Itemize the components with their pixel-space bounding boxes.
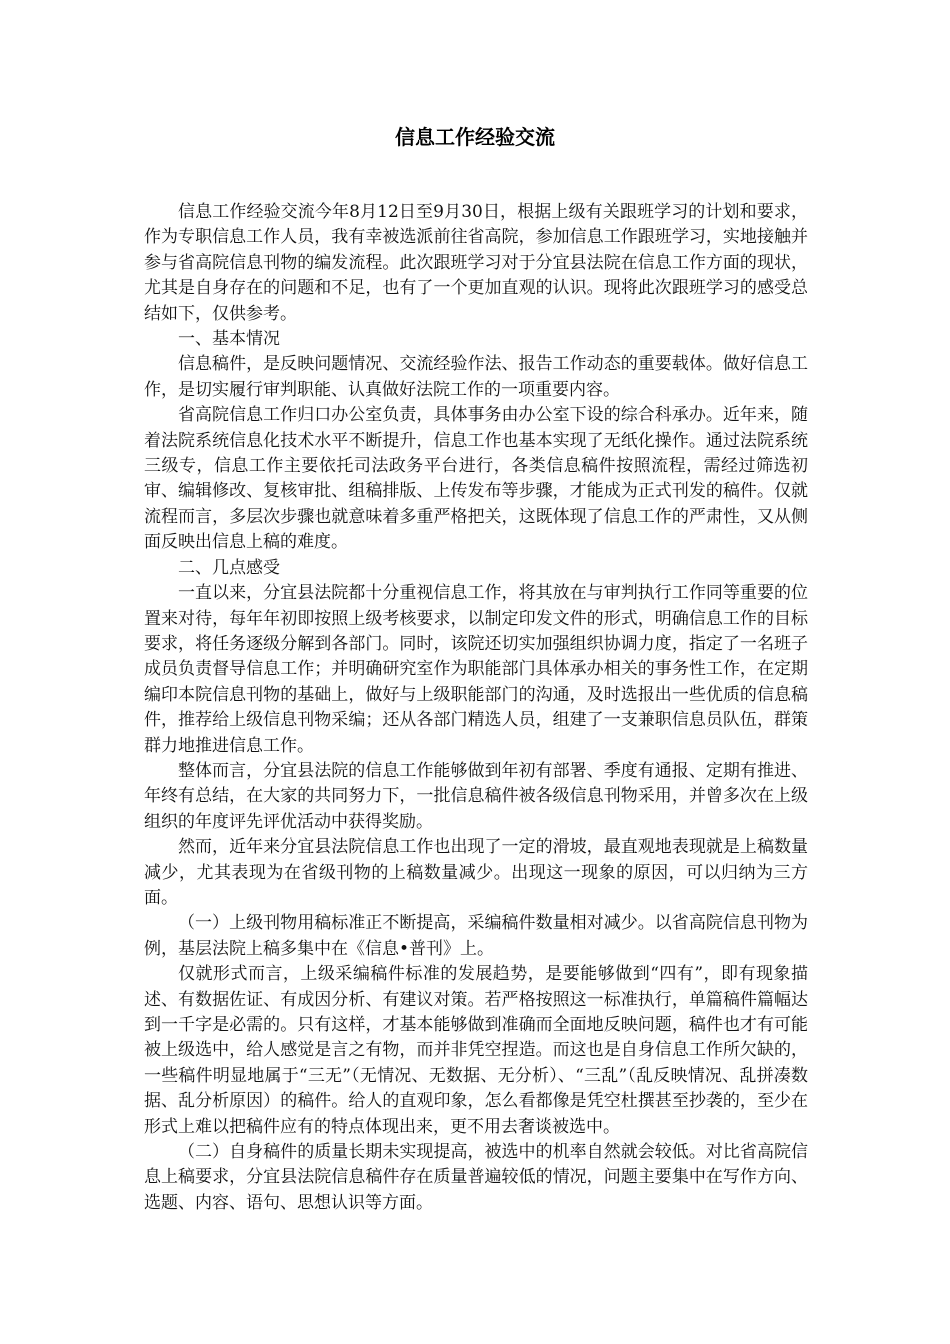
document-title: 信息工作经验交流 [395,125,555,149]
body-paragraph: 然而，近年来分宜县法院信息工作也出现了一定的滑坡，最直观地表现就是上稿数量减少，尤其表现为在省级刊物的上稿数量减少。出现这一现象的原因，可以归纳为三方面。 [144,837,808,908]
section-heading-impressions: 二、几点感受 [178,557,280,578]
subsection-paragraph-1: （一）上级刊物用稿标准正不断提高，采编稿件数量相对减少。以省高院信息刊物为例，基层法院上稿多集中在《信息•普刊》上。 [144,913,808,959]
body-paragraph: 信息稿件，是反映问题情况、交流经验作法、报告工作动态的重要载体。做好信息工作，是切实履行审判职能、认真做好法院工作的一项重要内容。 [144,354,808,400]
body-paragraph: 一直以来，分宜县法院都十分重视信息工作，将其放在与审判执行工作同等重要的位置来对待，每年年初即按照上级考核要求，以制定印发文件的形式，明确信息工作的目标要求，将任务逐级分解到各部门。同时，该院还切实加强组织协调力度，指定了一名班子成员负责督导信息工作；并明确研究室作为职能部门具体承办相关的事务性工作，在定期编印本院信息刊物的基础上，做好与上级职能部门的沟通，及时选报出一些优质的信息稿件，推荐给上级信息刊物采编；还从各部门精选人员，组建了一支兼职信息员队伍，群策群力地推进信息工作。 [144,583,808,756]
body-paragraph: 仅就形式而言，上级采编稿件标准的发展趋势，是要能够做到“四有”，即有现象描述、有数据佐证、有成因分析、有建议对策。若严格按照这一标准执行，单篇稿件篇幅达到一千字是必需的。只有这样，才基本能够做到准确而全面地反映问题，稿件也才有可能被上级选中，给人感觉是言之有物，而并非凭空捏造。而这也是自身信息工作所欠缺的，一些稿件明显地属于“三无”（无情况、无数据、无分析）、“三乱”（乱反映情况、乱拼凑数据、乱分析原因）的稿件。给人的直观印象，怎么看都像是凭空杜撰甚至抄袭的，至少在形式上难以把稿件应有的特点体现出来，更不用去奢谈被选中。 [144,964,808,1137]
subsection-paragraph-2: （二）自身稿件的质量长期未实现提高，被选中的机率自然就会较低。对比省高院信息上稿要求，分宜县法院信息稿件存在质量普遍较低的情况，问题主要集中在写作方向、选题、内容、语句、思想认识等方面。 [144,1142,808,1213]
intro-paragraph: 信息工作经验交流今年8月12日至9月30日，根据上级有关跟班学习的计划和要求，作为专职信息工作人员，我有幸被选派前往省高院，参加信息工作跟班学习，实地接触并参与省高院信息刊物的编发流程。此次跟班学习对于分宜县法院在信息工作方面的现状，尤其是自身存在的问题和不足，也有了一个更加直观的认识。现将此次跟班学习的感受总结如下，仅供参考。 [144,202,808,324]
section-heading-basic-situation: 一、基本情况 [178,329,280,350]
document-body [144,200,808,1216]
body-paragraph: 整体而言，分宜县法院的信息工作能够做到年初有部署、季度有通报、定期有推进、年终有总结，在大家的共同努力下，一批信息稿件被各级信息刊物采用，并曾多次在上级组织的年度评先评优活动中获得奖励。 [144,760,808,832]
body-paragraph: 省高院信息工作归口办公室负责，具体事务由办公室下设的综合科承办。近年来，随着法院系统信息化技术水平不断提升，信息工作也基本实现了无纸化操作。通过法院系统三级专，信息工作主要依托司法政务平台进行，各类信息稿件按照流程，需经过筛选初审、编辑修改、复核审批、组稿排版、上传发布等步骤，才能成为正式刊发的稿件。仅就流程而言，多层次步骤也就意味着多重严格把关，这既体现了信息工作的严肃性，又从侧面反映出信息上稿的难度。 [144,405,808,553]
